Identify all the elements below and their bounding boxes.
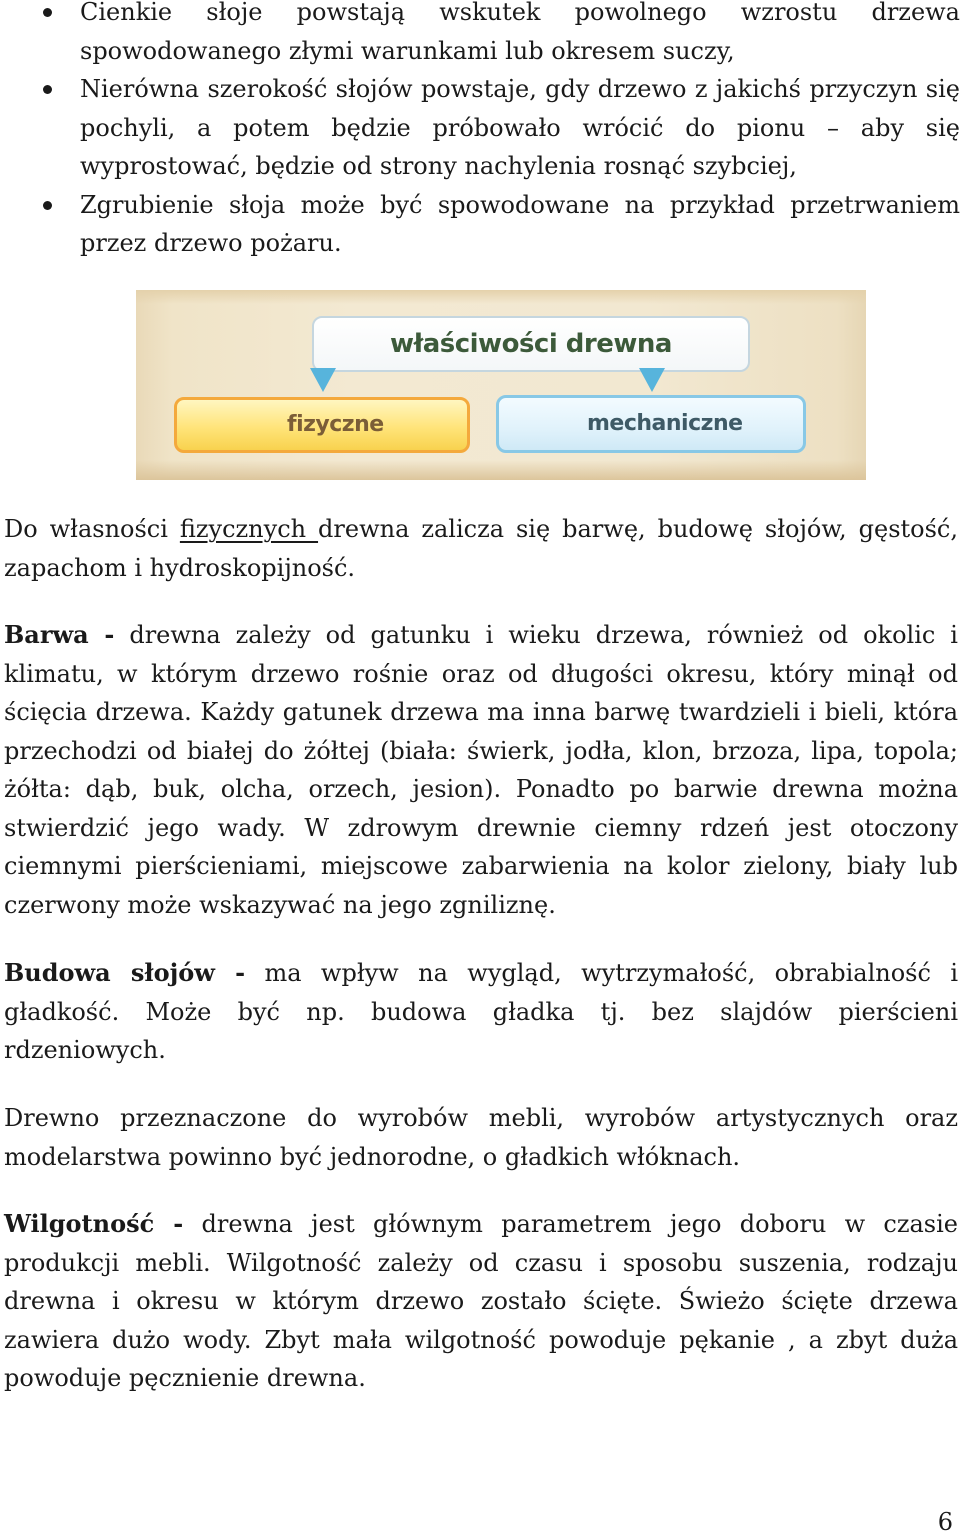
- scan-shadow-top: [136, 290, 866, 304]
- wilgotnosc-paragraph: [4, 1205, 958, 1398]
- diagram-mechanical-box: [496, 395, 806, 453]
- diagram-mechanical-label: mechaniczne: [587, 410, 743, 436]
- arrow-down-icon: [310, 368, 336, 392]
- budowa-paragraph: [4, 954, 958, 1070]
- arrow-down-icon: [639, 368, 665, 392]
- page-number: 6: [937, 1508, 953, 1536]
- diagram-physical-box: [174, 397, 470, 453]
- drewno-paragraph: [4, 1099, 958, 1176]
- budowa-term: Budowa słojów -: [4, 958, 246, 987]
- wilgotnosc-text: drewna jest głównym parametrem jego doboru w czasie produkcji mebli. Wilgotność zależy od czasu i sposobu suszenia, rodzaju drewna i okresu w którym drzewo zostało ścięte. Świeżo ścięte drzewa zawiera dużo wody. Zbyt mała wilgotność powoduje pękanie , a zbyt duża powoduje pęcznienie drewna.: [4, 1210, 958, 1392]
- diagram-root-box: [312, 316, 750, 372]
- list-item: [0, 186, 960, 263]
- barwa-text: drewna zależy od gatunku i wieku drzewa, również od okolic i klimatu, w którym drzewo rośnie oraz od długości okresu, który minął od ścięcia drzewa. Każdy gatunek drzewa ma inna barwę twardzieli i bieli, która przechodzi od białej do żółtej (biała: świerk, jodła, klon, brzoza, lipa, topola; żółta: dąb, buk, olcha, orzech, jesion). Ponadto po barwie drewna można stwierdzić jego wady. W zdrowym drewnie ciemny rdzeń jest otoczony ciemnymi pierścieniami, miejscowe zabarwienia na kolor zielony, biały lub czerwony może wskazywać na jego zgniliznę.: [4, 621, 958, 919]
- budowa-text: ma wpływ na wygląd, wytrzymałość, obrabialność i gładkość. Może być np. budowa gładka tj. bez slajdów pierścieni rdzeniowych.: [4, 959, 958, 1064]
- diagram-root-label: właściwości drewna: [390, 328, 672, 359]
- barwa-term: Barwa -: [4, 620, 115, 649]
- scan-shadow-bottom: [136, 460, 866, 480]
- list-item: [0, 0, 960, 70]
- intro-paragraph: [4, 510, 958, 587]
- bullet-icon: [43, 85, 52, 94]
- intro-prefix: Do własności: [4, 515, 180, 543]
- drewno-text: Drewno przeznaczone do wyrobów mebli, wyrobów artystycznych oraz modelarstwa powinno być jednorodne, o gładkich włóknach.: [4, 1104, 958, 1171]
- bullet-text: Nierówna szerokość słojów powstaje, gdy drzewo z jakichś przyczyn się pochyli, a potem będzie próbowało wrócić do pionu – aby się wyprostować, będzie od strony nachylenia rosnąć szybciej,: [80, 75, 960, 180]
- bullet-list: [0, 0, 960, 263]
- bullet-icon: [43, 201, 52, 210]
- wilgotnosc-term: Wilgotność -: [4, 1209, 184, 1238]
- list-item: [0, 70, 960, 186]
- diagram-physical-label: fizyczne: [287, 411, 384, 437]
- bullet-text: Zgrubienie słoja może być spowodowane na przykład przetrwaniem przez drzewo pożaru.: [80, 190, 960, 257]
- intro-underlined: fizycznych: [179, 515, 319, 543]
- intro-suffix: drewna zalicza się barwę, budowę słojów, gęstość, zapachom i hydroskopijność.: [4, 515, 958, 582]
- wood-properties-diagram: [136, 290, 866, 480]
- barwa-paragraph: [4, 616, 958, 924]
- bullet-text: Cienkie słoje powstają wskutek powolnego wzrostu drzewa spowodowanego złymi warunkami lub okresem suczy,: [80, 0, 960, 65]
- bullet-icon: [43, 8, 52, 17]
